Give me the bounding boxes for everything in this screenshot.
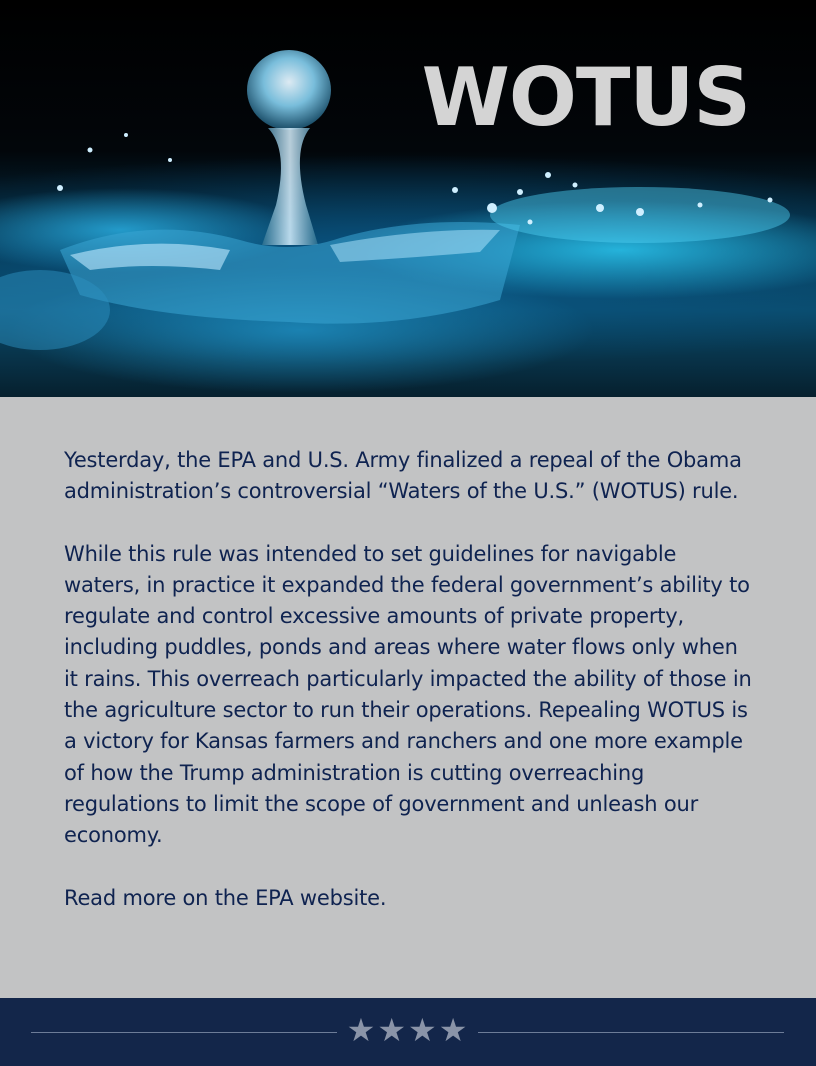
footer	[0, 998, 816, 1066]
footer-divider-left	[31, 1032, 337, 1033]
read-more-paragraph	[64, 883, 752, 914]
page-title: WOTUS	[421, 51, 750, 144]
article-body	[0, 397, 816, 998]
footer-divider-right	[478, 1032, 784, 1033]
read-more-link[interactable]: Read more on the EPA website.	[64, 885, 387, 910]
hero-banner	[0, 0, 816, 397]
stars-icon: ★★★★	[346, 1011, 470, 1049]
intro-paragraph: Yesterday, the EPA and U.S. Army finalized a repeal of the Obama administration’s controversial “Waters of the U.S.” (WOTUS) rule.	[64, 448, 742, 504]
detail-paragraph: While this rule was intended to set guidelines for navigable waters, in practice it expanded the federal government’s ability to regulate and control excessive amounts of private property, including puddles, ponds and areas where water flows only when it rains. This overreach particularly impacted the ability of those in the agriculture sector to run their operations. Repealing WOTUS is a victory for Kansas farmers and ranchers and one more example of how the Trump administration is cutting overreaching regulations to limit the scope of government and unleash our economy.	[64, 541, 752, 848]
